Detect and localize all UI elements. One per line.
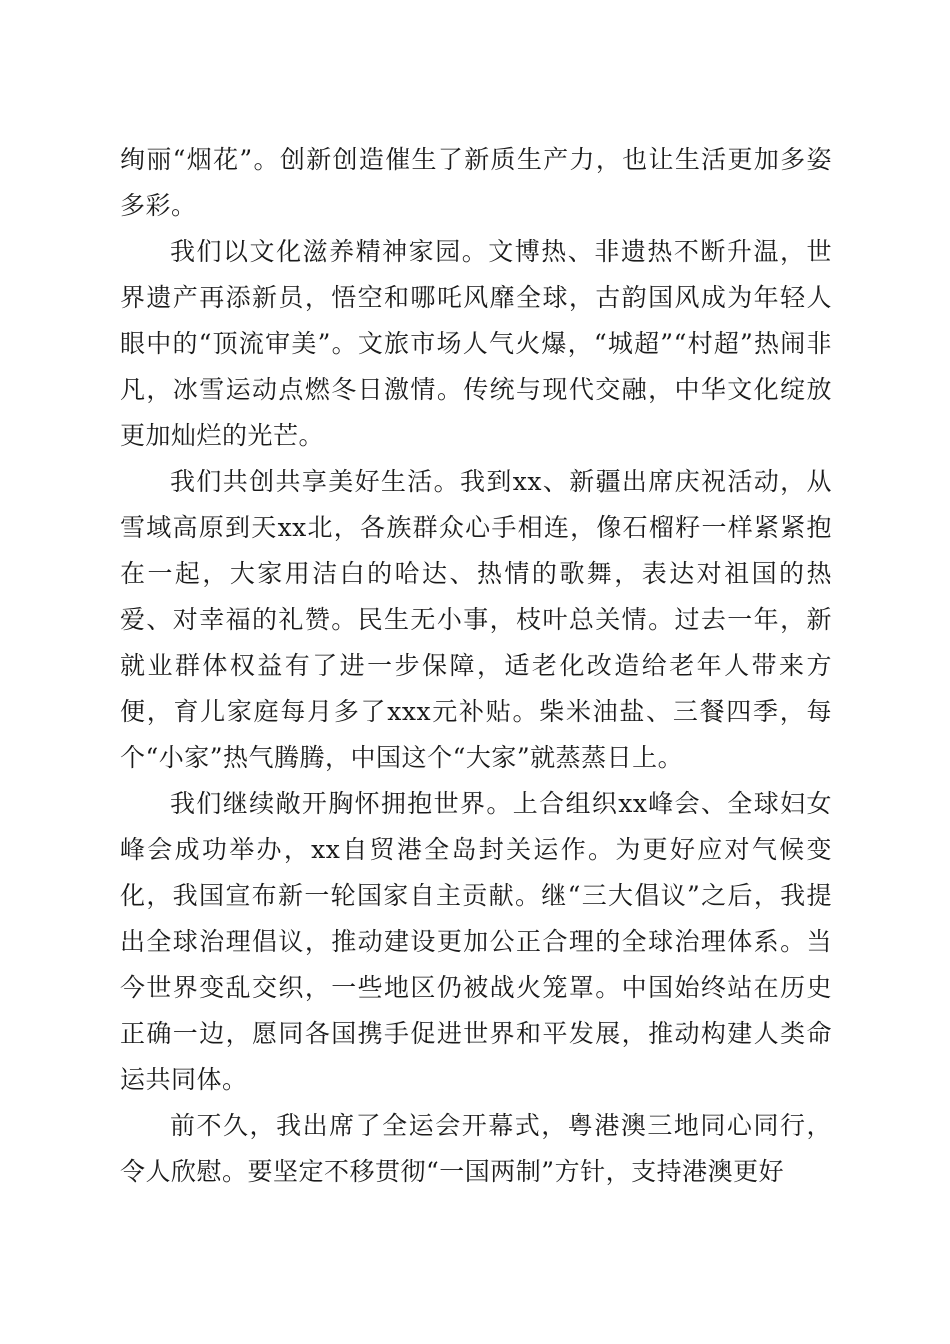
- document-body: [120, 137, 832, 1195]
- paragraph-continuation: 绚丽“烟花”。创新创造催生了新质生产力，也让生活更加多姿多彩。: [120, 145, 832, 220]
- paragraph-culture: 我们以文化滋养精神家园。文博热、非遗热不断升温，世界遗产再添新员，悟空和哪吒风靡全球，古韵国风成为年轻人眼中的“顶流审美”。文旅市场人气火爆，“城超”“村超”热闹非凡，冰雪运动点燃冬日激情。传统与现代交融，中华文化绽放更加灿烂的光芒。: [120, 237, 832, 450]
- paragraph-world: 我们继续敞开胸怀拥抱世界。上合组织xx峰会、全球妇女峰会成功举办，xx自贸港全岛封关运作。为更好应对气候变化，我国宣布新一轮国家自主贡献。继“三大倡议”之后，我提出全球治理倡议，推动建设更加公正合理的全球治理体系。当今世界变乱交织，一些地区仍被战火笼罩。中国始终站在历史正确一边，愿同各国携手促进世界和平发展，推动构建人类命运共同体。: [120, 789, 832, 1094]
- paragraph-livelihood: 我们共创共享美好生活。我到xx、新疆出席庆祝活动，从雪域高原到天xx北，各族群众心手相连，像石榴籽一样紧紧抱在一起，大家用洁白的哈达、热情的歌舞，表达对祖国的热爱、对幸福的礼赞。民生无小事，枝叶总关情。过去一年，新就业群体权益有了进一步保障，适老化改造给老年人带来方便，育儿家庭每月多了xxx元补贴。柴米油盐、三餐四季，每个“小家”热气腾腾，中国这个“大家”就蒸蒸日上。: [120, 467, 832, 772]
- paragraph-national-games: 前不久，我出席了全运会开幕式，粤港澳三地同心同行，令人欣慰。要坚定不移贯彻“一国两制”方针，支持港澳更好: [120, 1111, 832, 1186]
